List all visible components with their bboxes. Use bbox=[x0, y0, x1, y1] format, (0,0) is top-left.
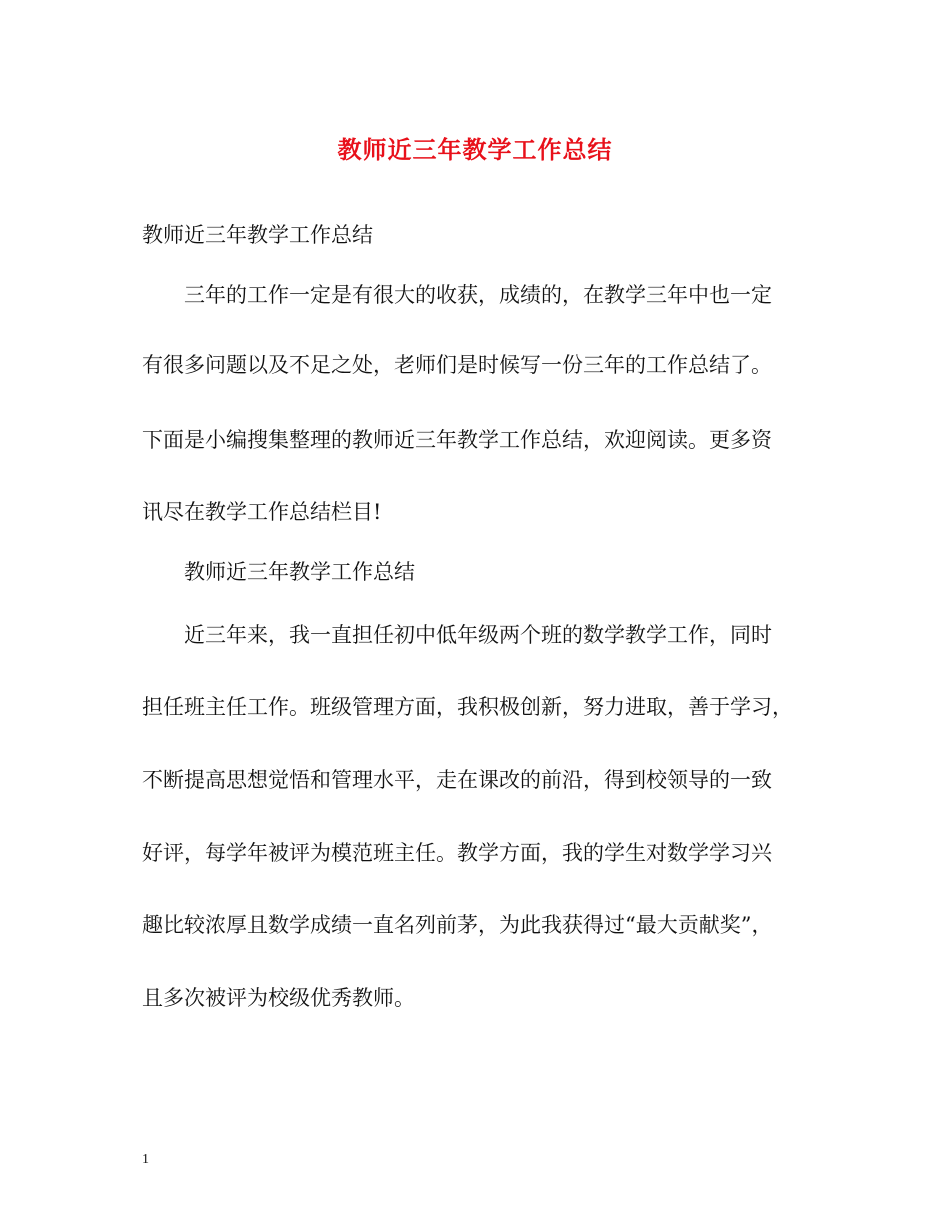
section-heading: 教师近三年教学工作总结 bbox=[184, 560, 415, 584]
intro-line: 讯尽在教学工作总结栏目! bbox=[142, 500, 382, 524]
body-line: 且多次被评为校级优秀教师。 bbox=[142, 986, 415, 1010]
page-number: 1 bbox=[142, 1152, 149, 1167]
body-line: 趣比较浓厚且数学成绩一直名列前茅，为此我获得过“最大贡献奖”， bbox=[142, 913, 773, 937]
body-line: 担任班主任工作。班级管理方面，我积极创新，努力进取，善于学习， bbox=[142, 695, 793, 719]
document-subtitle: 教师近三年教学工作总结 bbox=[142, 223, 373, 247]
intro-line: 有很多问题以及不足之处，老师们是时候写一份三年的工作总结了。 bbox=[142, 353, 772, 377]
document-title: 教师近三年教学工作总结 bbox=[337, 135, 613, 164]
body-line: 好评，每学年被评为模范班主任。教学方面，我的学生对数学学习兴 bbox=[142, 841, 772, 865]
body-line: 不断提高思想觉悟和管理水平，走在课改的前沿，得到校领导的一致 bbox=[142, 768, 772, 792]
intro-line: 三年的工作一定是有很大的收获，成绩的，在教学三年中也一定 bbox=[184, 283, 772, 307]
body-line: 近三年来，我一直担任初中低年级两个班的数学教学工作，同时 bbox=[184, 623, 772, 647]
intro-line: 下面是小编搜集整理的教师近三年教学工作总结，欢迎阅读。更多资 bbox=[142, 428, 772, 452]
